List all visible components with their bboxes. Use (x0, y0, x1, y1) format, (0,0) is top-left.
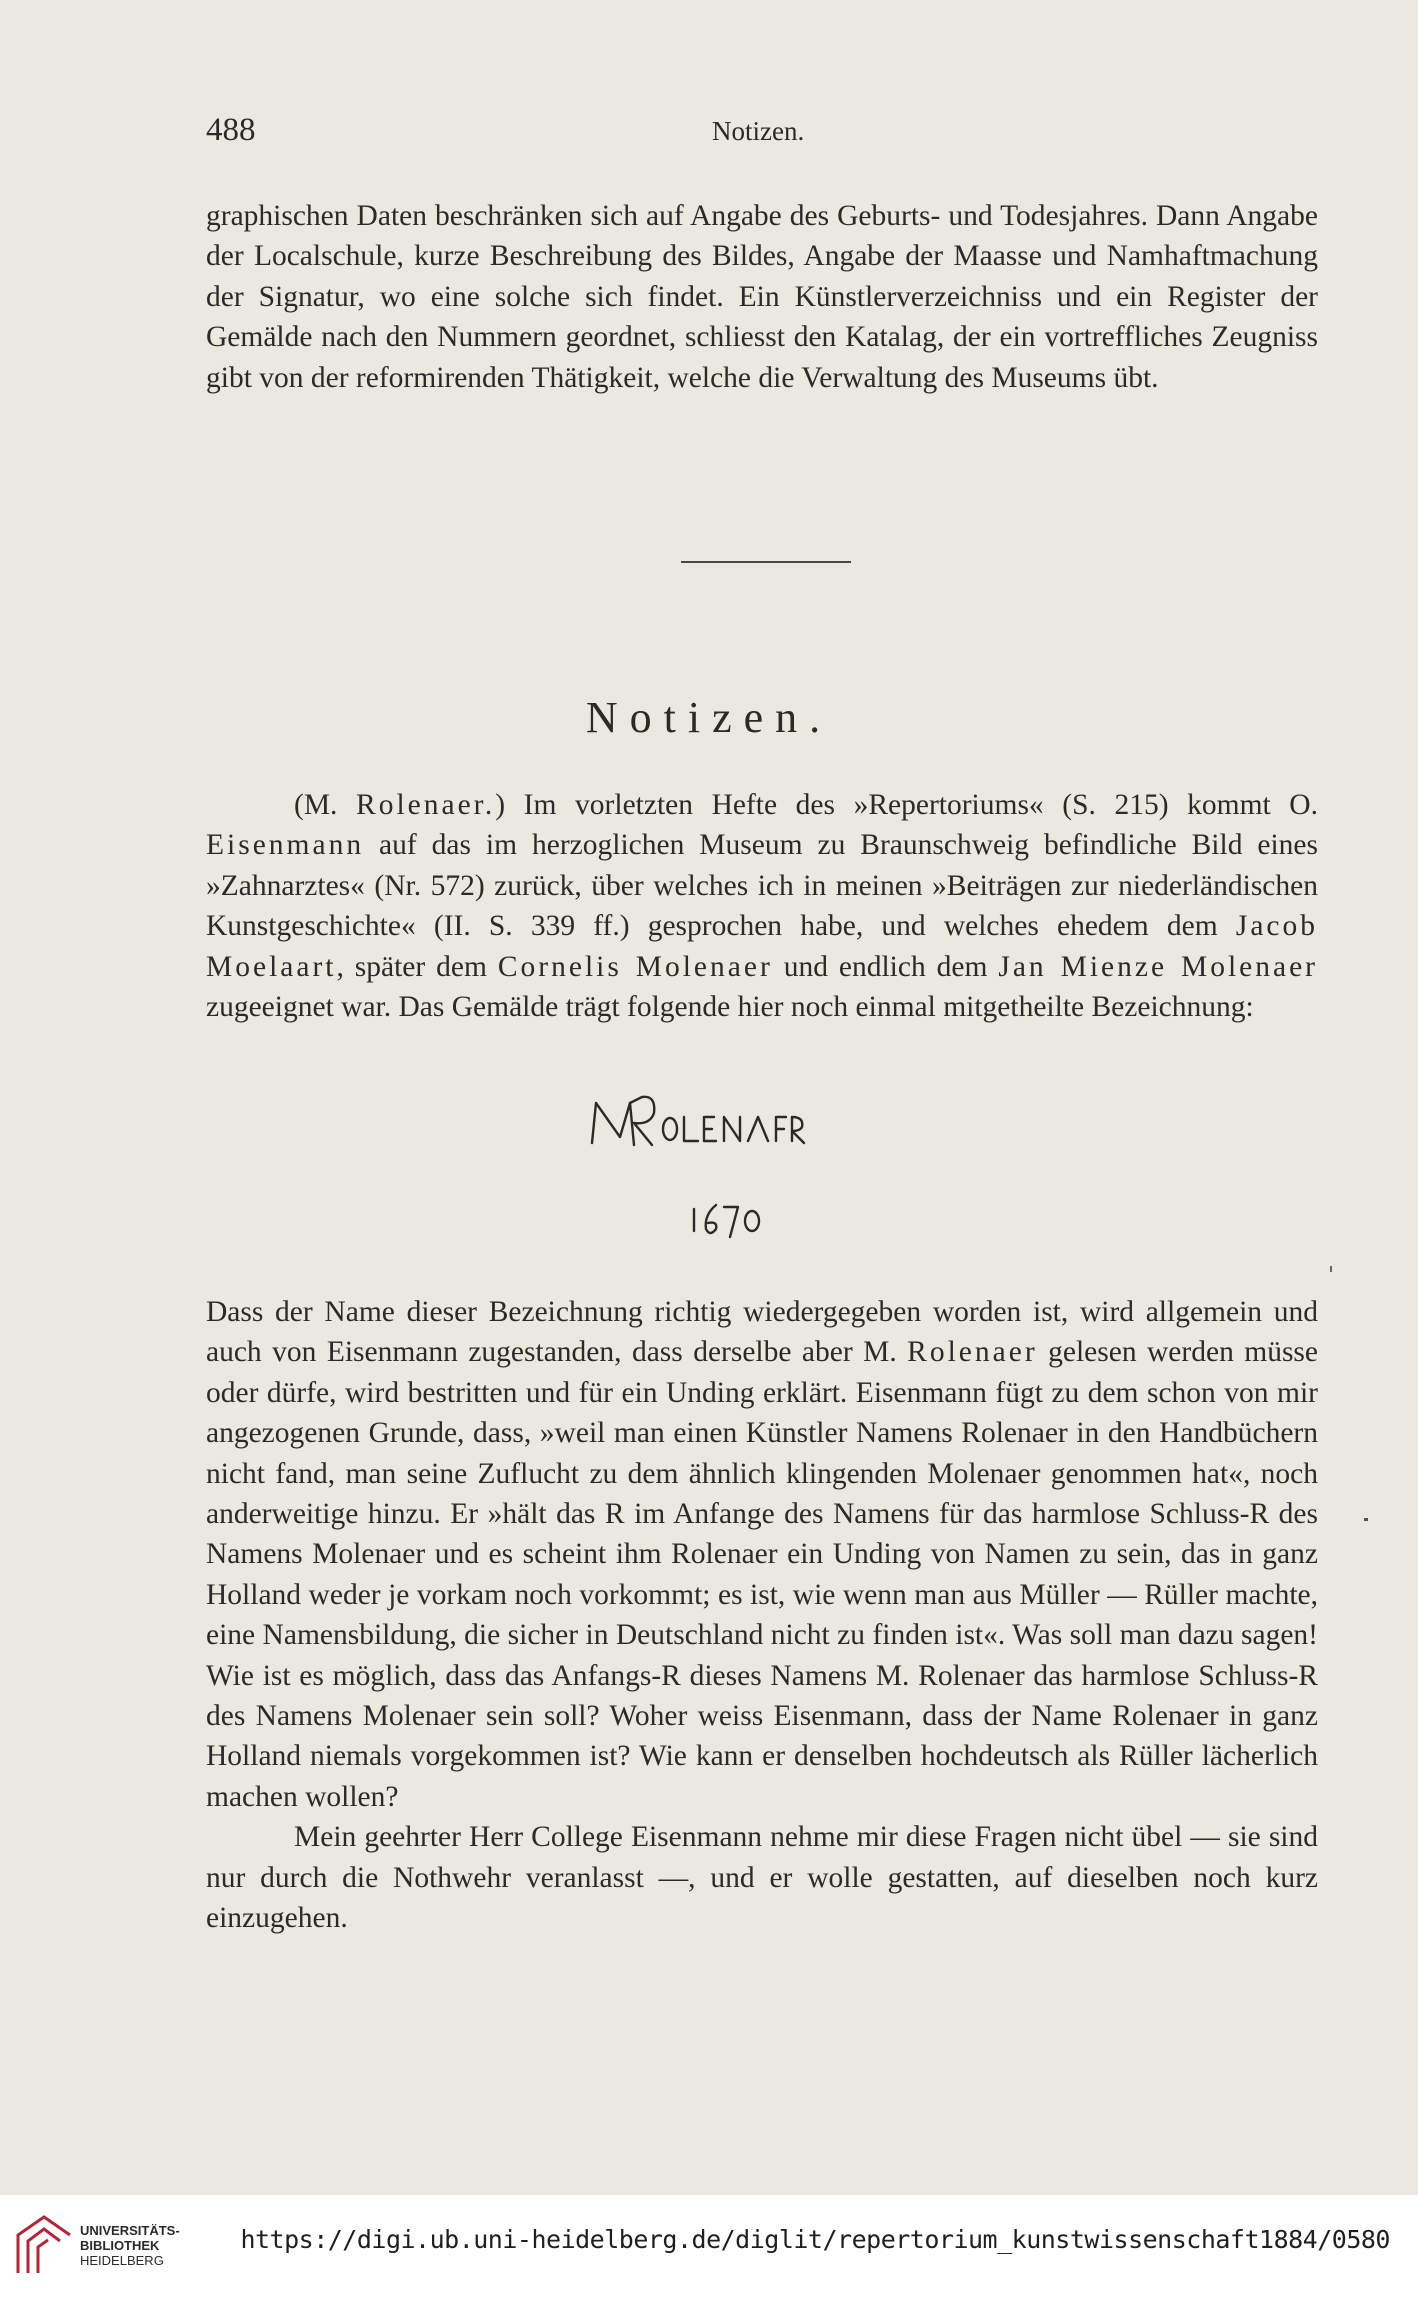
notice-text-b: auf das im herzoglichen Museum zu Braunschweig befindliche Bild eines »Zahnarztes« (Nr. 572) zurück, über welches ich in meinen »Beiträgen zur niederländischen Kunstgeschichte« (II. S. 339 ff.) gesprochen habe, und welches ehedem dem (206, 829, 1319, 943)
notice-text (206, 785, 1318, 1027)
digitization-footer (0, 2195, 1418, 2297)
name-cornelis-molenaer: Cornelis Molenaer (497, 950, 773, 983)
source-url-link[interactable]: https://digi.ub.uni-heidelberg.de/diglit/repertorium_kunstwissenschaft1884/0580 (240, 2225, 1390, 2254)
section-divider (681, 561, 851, 563)
name-eisenmann: Eisenmann (206, 829, 365, 862)
library-name-line: BIBLIOTHEK (80, 2238, 160, 2253)
name-rolenaer-2: Rolenaer (907, 1336, 1038, 1369)
para2-text-a: Dass der Name dieser Bezeichnung richtig wiedergegeben worden ist, wird allgemein und auch von Eisenmann zugestanden, dass derselbe aber M. (206, 1296, 1318, 1369)
library-name-line: UNIVERSITÄTS- (80, 2223, 180, 2238)
ub-heidelberg-logo-icon[interactable] (14, 2209, 76, 2279)
notice-text-a: ) Im vorletzten Hefte des »Repertoriums« (S. 215) kommt O. (495, 789, 1318, 821)
name-rolenaer: Rolenaer. (356, 789, 496, 821)
paragraph-2 (206, 1292, 1318, 1817)
running-title: Notizen. (712, 116, 805, 146)
page-header (206, 112, 1326, 152)
notice-paragraph (206, 785, 1318, 1027)
paper-speck (1364, 1518, 1368, 1521)
intro-text: graphischen Daten beschränken sich auf Angabe des Geburts- und Todesjahres. Dann Angabe der Localschule, kurze Beschreibung des Bildes, Angabe der Maasse und Namhaftmachung der Signatur, wo eine solche sich findet. Ein Künstlerverzeichniss und ein Register der Gemälde nach den Nummern geordnet, schliesst den Katalag, der ein vortreffliches Zeugniss gibt von der reformirenden Thätigkeit, welche die Verwaltung des Museums übt. (206, 200, 1318, 394)
name-jacob-moelaart: Jacob Moelaart (206, 910, 1319, 983)
notice-open: (M. (294, 789, 338, 821)
section-title: Notizen. (585, 693, 833, 742)
notice-text-c: , später dem (336, 950, 487, 983)
intro-paragraph (206, 196, 1318, 398)
library-name (80, 2223, 180, 2268)
paragraph-3: Mein geehrter Herr College Eisenmann nehme mir diese Fragen nicht übel — sie sind nur durch die Nothwehr veranlasst —, und er wolle gestatten, auf dieselben noch kurz einzugehen. (206, 1821, 1318, 1935)
paper-speck (1330, 1266, 1332, 1272)
name-jan-mienze-molenaer: Jan Mienze Molenaer (998, 950, 1318, 983)
para2-text-b: gelesen werden müsse oder dürfe, wird bestritten und für ein Unding erklärt. Eisenmann fügt zu dem schon von mir angezogenen Grunde, dass, »weil man einen Künstler Namens Rolenaer in den Handbüchern nicht fand, man seine Zuflucht zu dem ähnlich klingenden Molenaer genommen hat«, noch anderweitige hinzu. Er »hält das R im Anfange des Namens für das harmlose Schluss-R des Namens Molenaer und es scheint ihm Rolenaer ein Unding von Namen zu sein, das in ganz Holland weder je vorkam noch vorkommt; es ist, wie wenn man aus Müller — Rüller machte, eine Namensbildung, die sicher in Deutschland nicht zu finden ist«. Was soll man dazu sagen! Wie ist es möglich, dass das Anfangs-R dieses Namens M. Rolenaer das harmlose Schluss-R des Namens Molenaer sein soll? Woher weiss Eisenmann, dass der Name Rolenaer in ganz Holland niemals vorgekommen ist? Wie kann er denselben hochdeutsch als Rüller lächerlich machen wollen? (206, 1336, 1319, 1813)
continuation-paragraphs (206, 1292, 1318, 1939)
library-name-line: HEIDELBERG (80, 2253, 164, 2268)
page-number: 488 (206, 112, 256, 148)
painter-signature-image (570, 1085, 870, 1265)
notice-text-e: zugeeignet war. Das Gemälde trägt folgende hier noch einmal mitgetheilte Bezeichnung: (206, 991, 1254, 1024)
notice-text-d: und endlich dem (783, 950, 988, 983)
